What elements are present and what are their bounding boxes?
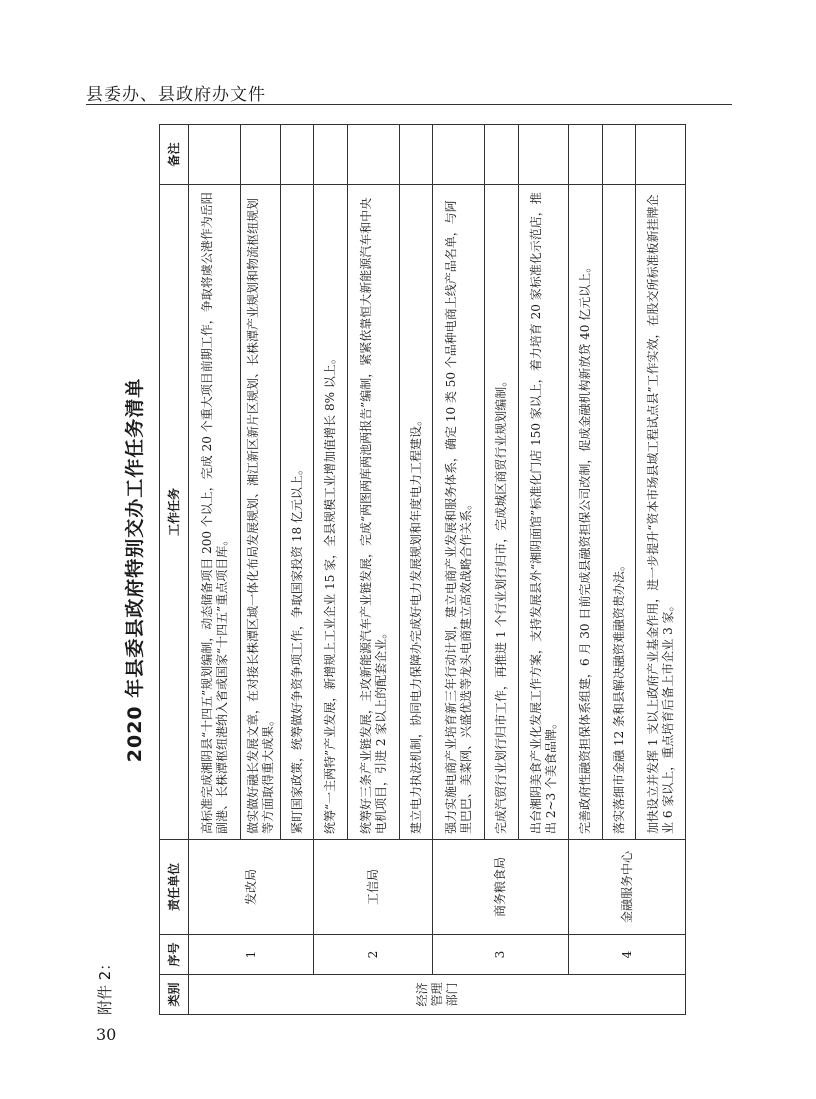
task-table — [159, 124, 686, 1015]
table-row — [314, 125, 348, 1015]
column-header-remark: 备注 — [160, 125, 189, 185]
task-cell: 建立电力执法机制，协同电力保障办完成好电力发展规划和年度电力工程建设。 — [400, 185, 433, 840]
category-cell: 经济管理部门 — [189, 975, 686, 1015]
remark-cell — [241, 125, 281, 185]
task-cell: 加快设立并发挥 1 支以上政府产业基金作用，进一步提升“资本市场县域工程试点县”工作实效，在股交所标准板新挂牌企业 6 家以上，重点培育后备上市企业 3 家。 — [636, 185, 686, 840]
table-row — [433, 125, 485, 1015]
task-cell: 高标准完成湘阴县“十四五”规划编制，动态储备项目 200 个以上，完成 20 个重大项目前期工作，争取将虞公港作为岳阳副港、长株潭枢纽港纳入省或国家“十四五”重点项目库。 — [189, 185, 241, 840]
task-cell: 统筹“一主两特”产业发展，新增规上工业企业 15 家，全县规模工业增加值增长 8% 以上。 — [314, 185, 348, 840]
remark-cell — [603, 125, 636, 185]
seq-cell: 3 — [433, 935, 569, 975]
column-header-seq: 序号 — [160, 935, 189, 975]
column-header-task: 工作任务 — [160, 185, 189, 840]
document-header: 县委办、县政府办文件 — [86, 85, 266, 105]
task-cell: 做实做好融长发展文章，在对接长株潭区域一体化布局发展规划、湘江新区新片区规划、长株潭产业规划和物流枢纽规划等方面取得重大成果。 — [241, 185, 281, 840]
remark-cell — [569, 125, 603, 185]
task-cell: 紧盯国家政策，统筹做好争资争项工作，争取国家投资 18 亿元以上。 — [281, 185, 314, 840]
seq-cell: 4 — [569, 935, 686, 975]
task-cell: 完善政府性融资担保体系组建，6 月 30 日前完成县融资担保公司改制，促成金融机构新放贷 40 亿元以上。 — [569, 185, 603, 840]
unit-cell: 商务粮食局 — [433, 840, 569, 935]
remark-cell — [636, 125, 686, 185]
document-title: 2020 年县委县政府特别交办工作任务清单 — [124, 377, 146, 763]
table-row — [569, 125, 603, 1015]
attachment-label: 附件 2： — [96, 955, 114, 1015]
seq-cell: 1 — [189, 935, 314, 975]
header-rule — [86, 104, 732, 105]
table-header-row — [160, 125, 189, 1015]
unit-cell: 金融服务中心 — [569, 840, 686, 935]
remark-cell — [348, 125, 400, 185]
remark-cell — [519, 125, 569, 185]
unit-cell: 发改局 — [189, 840, 314, 935]
remark-cell — [281, 125, 314, 185]
task-cell: 出台湘阴美食产业化发展工作方案，支持发展县外“湘阴面馆”标准化门店 150 家以上，着力培育 20 家标准化示范店，推出 2~3 个美食品牌。 — [519, 185, 569, 840]
task-cell: 强力实施电商产业培育新三年行动计划，建立电商产业发展和服务体系，确定 10 类 50 个品种电商上线产品名单，与阿里巴巴、美菜网、兴盛优选等龙头电商建立高效战略合作关系。 — [433, 185, 485, 840]
table-row — [189, 125, 241, 1015]
remark-cell — [314, 125, 348, 185]
rotated-content — [94, 125, 744, 1015]
page-number: 30 — [96, 1025, 117, 1044]
task-cell: 统筹好三条产业链发展，主攻新能源汽车产业链发展，完成“两图两库两池两报告”编制，紧紧依靠恒大新能源汽车和中央电机项目，引进 2 家以上的配套企业。 — [348, 185, 400, 840]
task-cell: 落实落细市金融 12 条和县解决融资难融资贵办法。 — [603, 185, 636, 840]
remark-cell — [485, 125, 519, 185]
unit-cell: 工信局 — [314, 840, 433, 935]
remark-cell — [189, 125, 241, 185]
remark-cell — [400, 125, 433, 185]
column-header-unit: 责任单位 — [160, 840, 189, 935]
remark-cell — [433, 125, 485, 185]
task-cell: 完成汽贸行业划行归市工作，再推进 1 个行业划行归市，完成城区商贸行业规划编制。 — [485, 185, 519, 840]
column-header-category: 类别 — [160, 975, 189, 1015]
seq-cell: 2 — [314, 935, 433, 975]
